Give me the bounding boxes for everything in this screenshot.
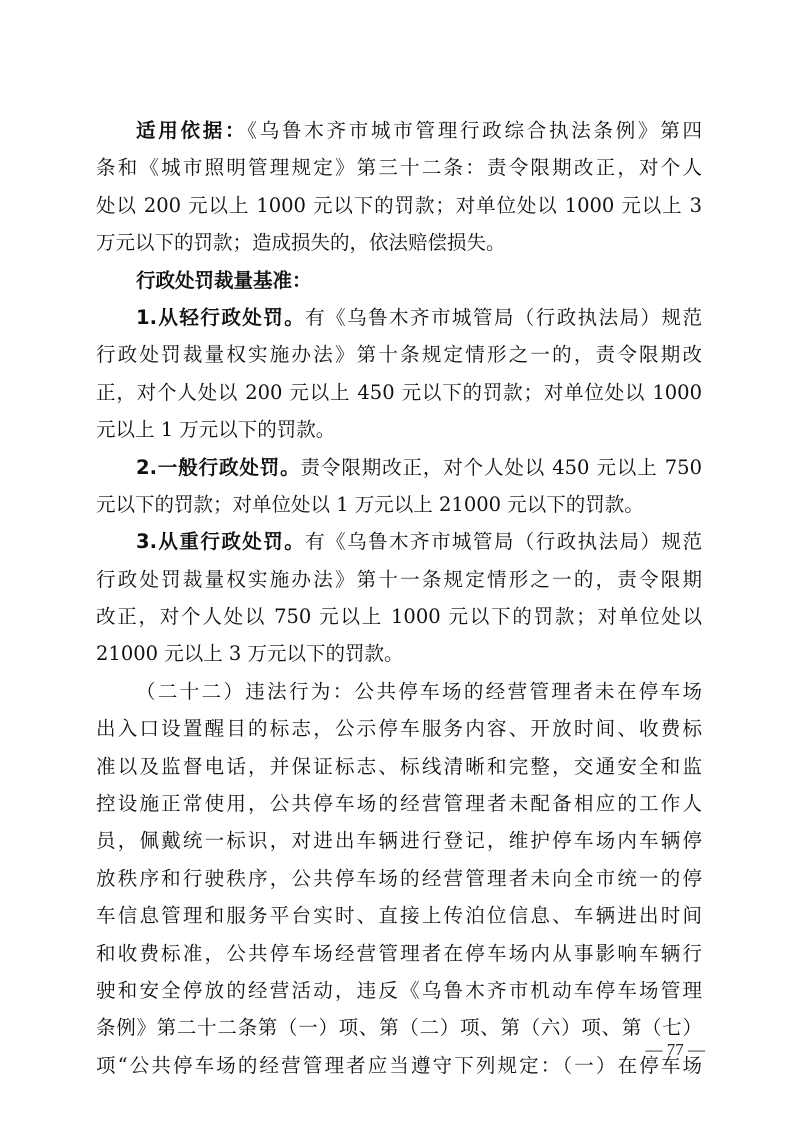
line-text: 控设施正常使用，公共停车场的经营管理者未配备相应的工作人	[96, 792, 702, 816]
body-text	[96, 112, 702, 1084]
line-text: 员，佩戴统一标识，对进出车辆进行登记，维护停车场内车辆停	[96, 829, 702, 853]
line-text: 驶和安全停放的经营活动，违反《乌鲁木齐市机动车停车场管理	[96, 978, 702, 1002]
line-text: 元以上 1 万元以下的罚款。	[96, 418, 336, 442]
line-text: 处以 200 元以上 1000 元以下的罚款；对单位处以 1000 元以上 3	[96, 193, 702, 217]
line-text: 出入口设置醒目的标志，公示停车服务内容、开放时间、收费标	[96, 717, 702, 741]
text-line	[96, 748, 702, 785]
text-line	[96, 710, 702, 747]
text-line	[96, 411, 702, 448]
text-line	[96, 262, 702, 299]
text-line	[96, 673, 702, 710]
line-text: 改正，对个人处以 750 元以上 1000 元以下的罚款；对单位处以	[96, 605, 702, 629]
text-line	[96, 336, 702, 373]
line-text: 和收费标准，公共停车场经营管理者在停车场内从事影响车辆行	[96, 941, 702, 965]
bold-heading: 适用依据：	[136, 119, 248, 142]
text-line	[96, 112, 702, 149]
text-line	[96, 561, 702, 598]
text-line	[96, 374, 702, 411]
text-line	[96, 860, 702, 897]
page-number: — 77 —	[645, 1040, 705, 1059]
line-text: 《乌鲁木齐市城市管理行政综合执法条例》第四	[247, 119, 702, 142]
bold-heading: 2.一般行政处罚。	[136, 455, 301, 479]
text-line	[96, 785, 702, 822]
line-text: （二十二）违法行为：公共停车场的经营管理者未在停车场	[136, 679, 702, 703]
line-text: 行政处罚裁量权实施办法》第十条规定情形之一的，责令限期改	[96, 343, 702, 367]
text-line	[96, 1009, 702, 1046]
text-line	[96, 598, 702, 635]
line-text: 行政处罚裁量权实施办法》第十一条规定情形之一的，责令限期	[96, 567, 702, 591]
line-text: 元以下的罚款；对单位处以 1 万元以上 21000 元以下的罚款。	[96, 492, 644, 516]
text-line	[96, 187, 702, 224]
text-line	[96, 822, 702, 859]
text-line	[96, 149, 702, 186]
text-line	[96, 299, 702, 336]
line-text: 责令限期改正，对个人处以 450 元以上 750	[300, 455, 702, 479]
line-text: 车信息管理和服务平台实时、直接上传泊位信息、车辆进出时间	[96, 904, 702, 928]
bold-heading: 3.从重行政处罚。	[136, 530, 306, 554]
line-text: 有《乌鲁木齐市城管局（行政执法局）规范	[305, 305, 702, 329]
line-text: 21000 元以上 3 万元以下的罚款。	[96, 642, 404, 666]
text-line	[96, 635, 702, 672]
text-line	[96, 486, 702, 523]
text-line	[96, 449, 702, 486]
line-text: 项“公共停车场的经营管理者应当遵守下列规定：（一）在停车场	[96, 1053, 702, 1077]
line-text: 有《乌鲁木齐市城管局（行政执法局）规范	[305, 530, 702, 554]
text-line	[96, 935, 702, 972]
text-line	[96, 224, 702, 261]
line-text: 放秩序和行驶秩序，公共停车场的经营管理者未向全市统一的停	[96, 866, 702, 890]
text-line	[96, 523, 702, 560]
bold-heading: 1.从轻行政处罚。	[136, 305, 306, 329]
text-line	[96, 897, 702, 934]
line-text: 万元以下的罚款；造成损失的，依法赔偿损失。	[96, 231, 506, 255]
text-line	[96, 1047, 702, 1084]
line-text: 条例》第二十二条第（一）项、第（二）项、第（六）项、第（七）	[96, 1016, 702, 1040]
line-text: 正，对个人处以 200 元以上 450 元以下的罚款；对单位处以 1000	[96, 380, 702, 404]
text-line	[96, 972, 702, 1009]
line-text: 条和《城市照明管理规定》第三十二条：责令限期改正，对个人	[96, 156, 702, 180]
bold-heading: 行政处罚裁量基准：	[136, 268, 312, 292]
line-text: 准以及监督电话，并保证标志、标线清晰和完整，交通安全和监	[96, 754, 702, 778]
